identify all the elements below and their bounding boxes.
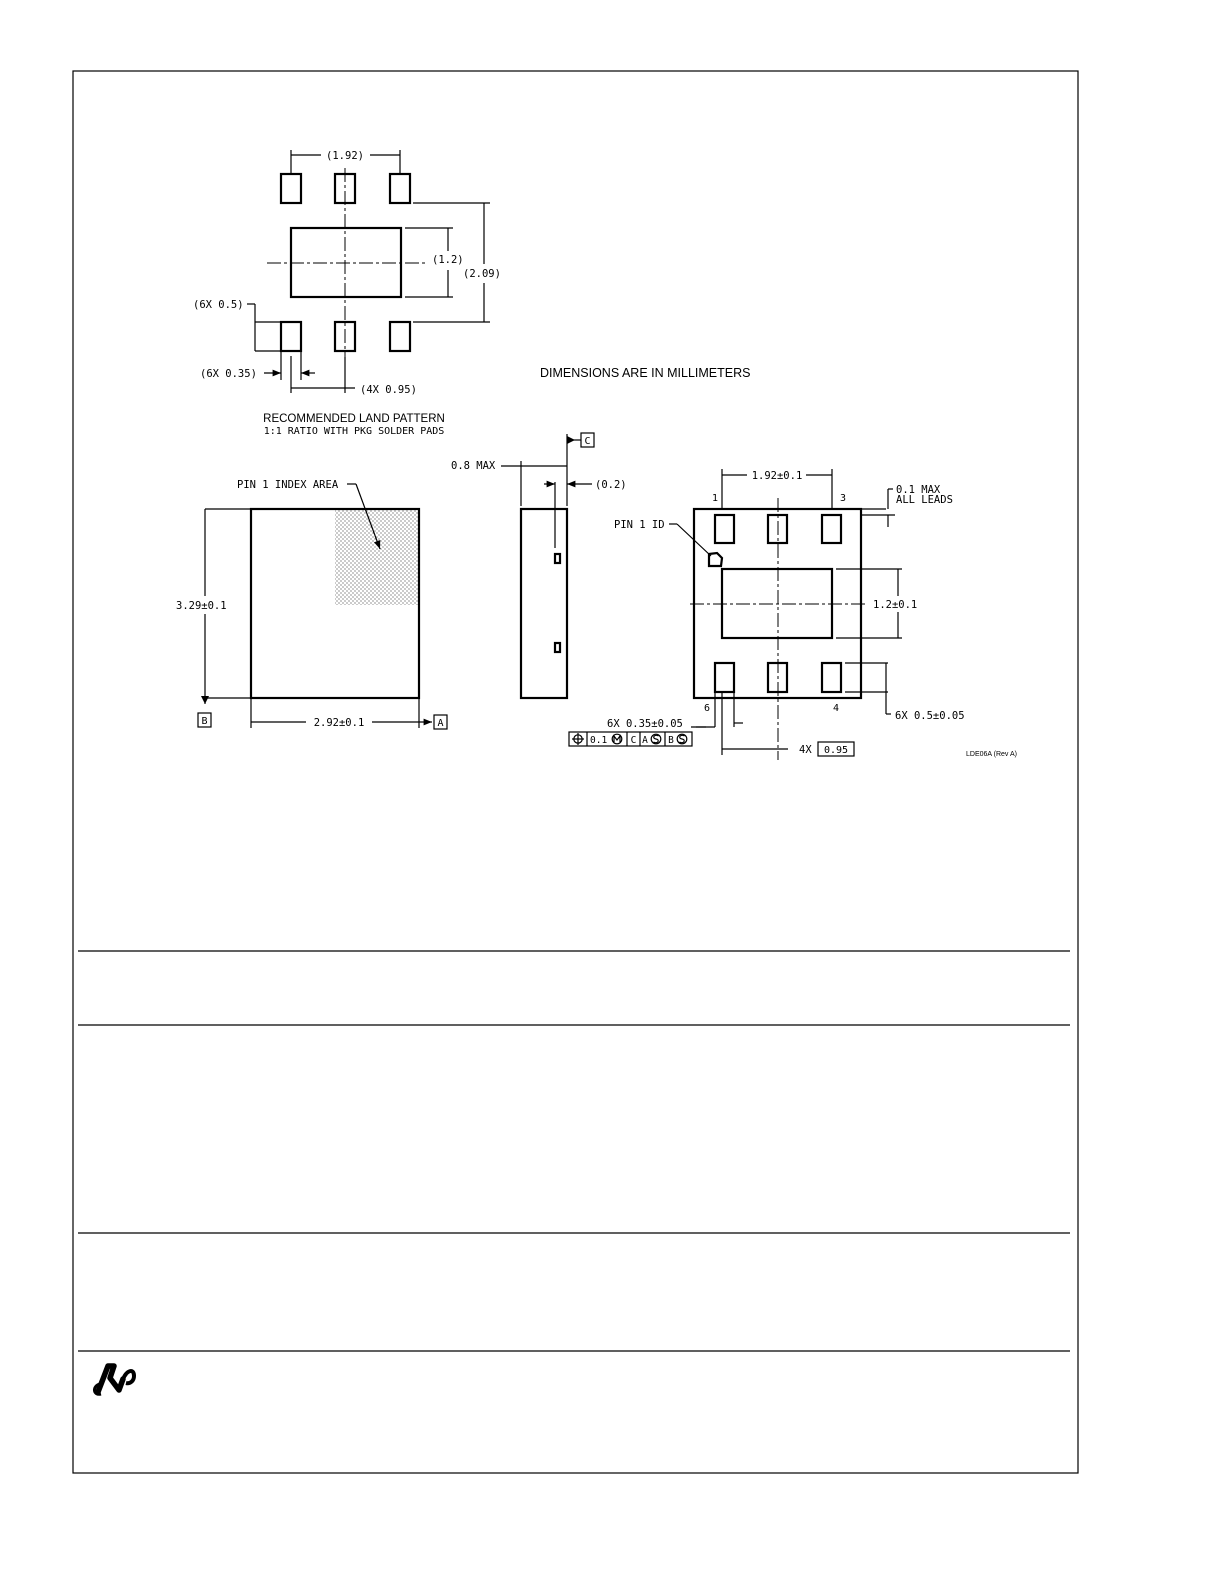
- land-pad: [281, 322, 301, 351]
- land-dim-pitch: (4X 0.95): [360, 384, 417, 396]
- land-pattern-title: RECOMMENDED LAND PATTERN: [263, 413, 445, 425]
- land-pad: [390, 174, 410, 203]
- pin-number-4: 4: [833, 703, 840, 714]
- land-dim-overall-height: (2.09): [463, 268, 501, 280]
- fcf-tolerance-value: 0.1: [590, 735, 608, 746]
- pin1-index-area-shading: [335, 509, 419, 605]
- bottom-pad: [822, 663, 841, 692]
- fcf-datum-c: C: [630, 735, 637, 746]
- land-pad: [390, 322, 410, 351]
- bottom-dim-pad-width: 6X 0.35±0.05: [607, 718, 683, 730]
- pin1-index-area-label: PIN 1 INDEX AREA: [237, 479, 339, 491]
- land-pattern-drawing: [247, 150, 490, 393]
- bottom-dim-center-pad-height: 1.2±0.1: [873, 599, 918, 611]
- fcf-datum-b: B: [668, 735, 674, 746]
- pin-number-6: 6: [704, 703, 711, 714]
- pitch-count-label: 4X: [799, 744, 812, 756]
- pin-number-1: 1: [712, 493, 719, 504]
- land-dim-pad-width: (6X 0.35): [200, 368, 257, 380]
- land-dim-width: (1.92): [326, 150, 364, 162]
- package-side-outline: [521, 509, 567, 698]
- page-border: [73, 71, 1078, 1473]
- coplanarity-label-2: ALL LEADS: [896, 494, 953, 506]
- datum-a-label: A: [437, 718, 444, 729]
- company-logo: [94, 1366, 134, 1394]
- land-dim-center-pad-height: (1.2): [432, 254, 464, 266]
- top-dim-height: 3.29±0.1: [176, 600, 227, 612]
- side-terminal: [555, 554, 560, 563]
- coplanarity-label-1: 0.1 MAX: [896, 484, 941, 496]
- bottom-pad: [715, 515, 734, 543]
- pin1-id-mark: [709, 553, 722, 566]
- side-dim-standoff: (0.2): [595, 479, 627, 491]
- fcf-datum-a: A: [642, 735, 648, 746]
- units-note: DIMENSIONS ARE IN MILLIMETERS: [540, 366, 751, 380]
- land-pattern-subtitle: 1:1 RATIO WITH PKG SOLDER PADS: [263, 426, 445, 437]
- top-view-drawing: [198, 484, 447, 729]
- side-dim-max-height: 0.8 MAX: [451, 460, 496, 472]
- pin-number-3: 3: [840, 493, 847, 504]
- land-pad: [281, 174, 301, 203]
- bottom-view-drawing: [569, 469, 902, 760]
- pin1-id-label: PIN 1 ID: [614, 519, 665, 531]
- datum-b-label: B: [201, 716, 208, 727]
- pitch-basic-value: 0.95: [823, 745, 849, 756]
- land-dim-pad-length: (6X 0.5): [193, 299, 244, 311]
- bottom-pad: [715, 663, 734, 692]
- bottom-pad: [822, 515, 841, 543]
- side-terminal: [555, 643, 560, 652]
- bottom-dim-width: 1.92±0.1: [751, 470, 803, 482]
- datum-c-label: C: [584, 436, 591, 447]
- top-dim-width: 2.92±0.1: [313, 717, 365, 729]
- side-view-drawing: [501, 433, 594, 698]
- bottom-dim-pad-length: 6X 0.5±0.05: [895, 710, 965, 722]
- drawing-id: LDE06A (Rev A): [966, 751, 1017, 758]
